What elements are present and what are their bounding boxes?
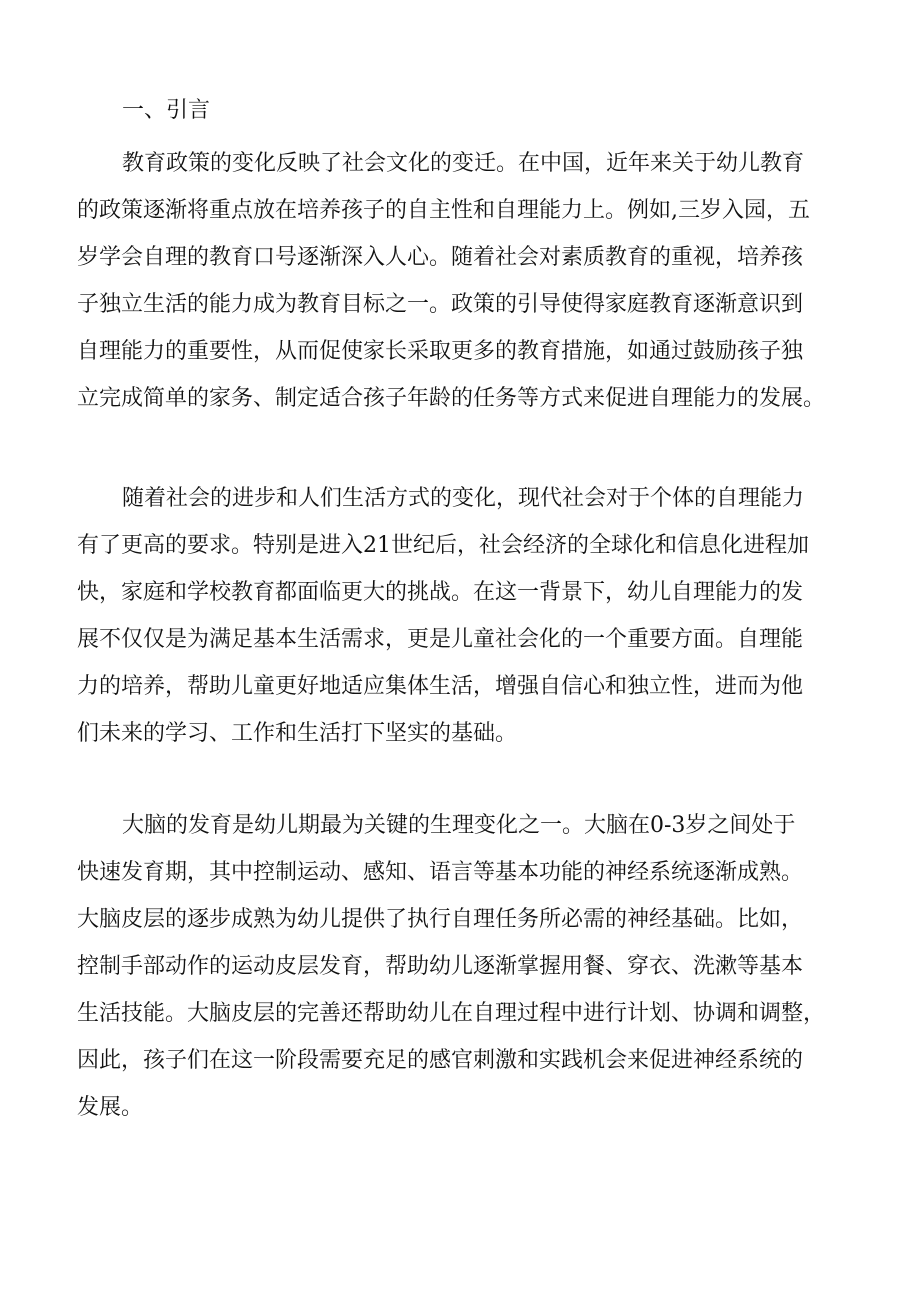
paragraph-policy <box>77 140 847 422</box>
paragraph-line: 发展。 <box>77 1095 144 1120</box>
paragraph-brain <box>77 802 847 1131</box>
paragraph-line: 大脑的发育是幼儿期最为关键的生理变化之一。大脑在0-3岁之间处于 <box>122 813 796 838</box>
paragraph-society <box>77 475 847 757</box>
paragraph-line: 们未来的学习、工作和生活打下坚实的基础。 <box>77 721 518 746</box>
paragraph-line: 子独立生活的能力成为教育目标之一。政策的引导使得家庭教育逐渐意识到 <box>77 292 804 317</box>
paragraph-line: 立完成简单的家务、制定适合孩子年龄的任务等方式来促进自理能力的发展。 <box>77 386 826 411</box>
paragraph-line: 的政策逐渐将重点放在培养孩子的自主性和自理能力上。例如,三岁入园，五 <box>77 198 810 223</box>
paragraph-line: 快，家庭和学校教育都面临更大的挑战。在这一背景下，幼儿自理能力的发 <box>77 580 804 605</box>
paragraph-line: 大脑皮层的逐步成熟为幼儿提供了执行自理任务所必需的神经基础。比如， <box>77 907 804 932</box>
paragraph-line: 快速发育期，其中控制运动、感知、语言等基本功能的神经系统逐渐成熟。 <box>77 860 804 885</box>
paragraph-line: 控制手部动作的运动皮层发育，帮助幼儿逐渐掌握用餐、穿衣、洗漱等基本 <box>77 954 804 979</box>
paragraph-line: 随着社会的进步和人们生活方式的变化，现代社会对于个体的自理能力 <box>122 486 805 511</box>
heading-text: 一、引言 <box>122 98 211 123</box>
paragraph-line: 有了更高的要求。特别是进入21世纪后，社会经济的全球化和信息化进程加 <box>77 533 809 558</box>
paragraph-line: 力的培养，帮助儿童更好地适应集体生活，增强自信心和独立性，进而为他 <box>77 674 804 699</box>
paragraph-line: 岁学会自理的教育口号逐渐深入人心。随着社会对素质教育的重视，培养孩 <box>77 245 804 270</box>
paragraph-line: 展不仅仅是为满足基本生活需求，更是儿童社会化的一个重要方面。自理能 <box>77 627 804 652</box>
section-heading <box>77 87 847 134</box>
paragraph-line: 生活技能。大脑皮层的完善还帮助幼儿在自理过程中进行计划、协调和调整， <box>77 1001 826 1026</box>
paragraph-line: 教育政策的变化反映了社会文化的变迁。在中国，近年来关于幼儿教育 <box>122 151 805 176</box>
paragraph-line: 自理能力的重要性，从而促使家长采取更多的教育措施，如通过鼓励孩子独 <box>77 339 804 364</box>
paragraph-line: 因此，孩子们在这一阶段需要充足的感官刺激和实践机会来促进神经系统的 <box>77 1048 804 1073</box>
